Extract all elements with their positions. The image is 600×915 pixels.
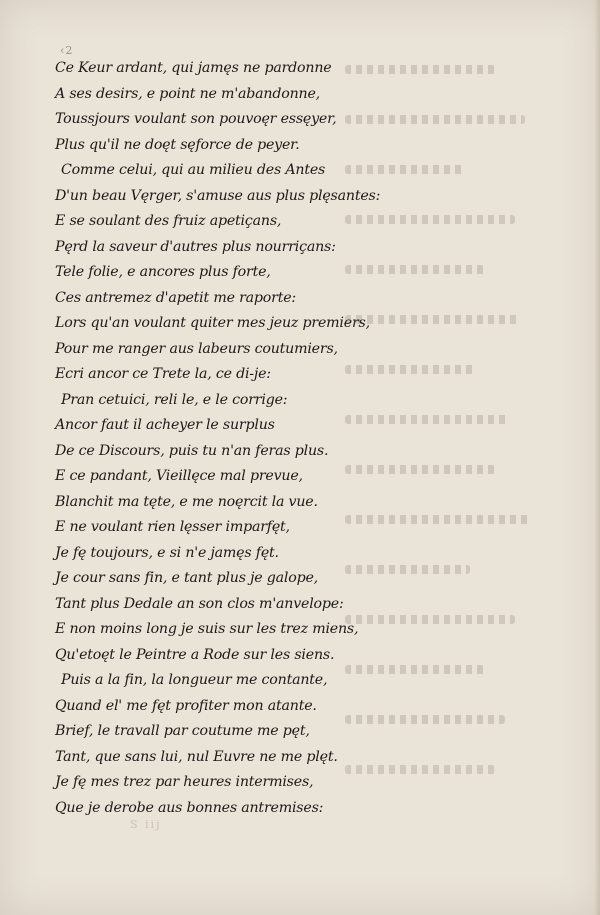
verse-line: Pęrd la saveur d'autres plus nourriçans: [55, 238, 336, 255]
verse-line: Qu'etoęt le Peintre a Rode sur les siens. [55, 646, 335, 663]
page-edge-shadow [594, 0, 600, 915]
verse-block [55, 56, 385, 821]
verse-line: De ce Discours, puis tu n'an feras plus. [55, 442, 329, 459]
verse-line: Ancor faut il acheyer le surplus [55, 417, 275, 433]
verse-line: E non moins long je suis sur les trez miens, [55, 621, 359, 637]
verse-line: Lors qu'an voulant quiter mes jeuz premiers, [55, 315, 370, 331]
verse-line: Quand el' me fęt profiter mon atante. [55, 697, 317, 714]
verse-line: Comme celui, qui au milieu des Antes [61, 162, 326, 178]
corner-mark: ‹2 [60, 44, 74, 57]
verse-line: Tant plus Dedale an son clos m'anvelope: [55, 595, 344, 612]
verse-line: Ecri ancor ce Trete la, ce di-je: [55, 366, 271, 382]
verse-line: Blanchit ma tęte, e me noęrcit la vue. [55, 493, 318, 510]
verse-line: E se soulant des fruiz apetiçans, [55, 213, 282, 229]
verse-line: Toussjours voulant son pouvoęr essęyer, [55, 111, 337, 127]
verse-line: Je fę mes trez par heures intermises, [55, 774, 314, 790]
folio-mark: S iij [130, 818, 162, 831]
verse-line: Puis a la fin, la longueur me contante, [61, 672, 328, 688]
verse-line: Que je derobe aus bonnes antremises: [55, 799, 324, 816]
verse-line: Je cour sans fin, e tant plus je galope, [55, 570, 318, 586]
verse-line: Ce Keur ardant, qui jamęs ne pardonne [55, 60, 332, 76]
verse-line: Tele folie, e ancores plus forte, [55, 264, 271, 280]
verse-line: E ne voulant rien lęsser imparfęt, [55, 519, 290, 535]
verse-line: Pour me ranger aus labeurs coutumiers, [55, 340, 338, 357]
verse-line: Je fę toujours, e si n'e jamęs fęt. [55, 544, 279, 561]
verse-line: Pran cetuici, reli le, e le corrige: [61, 391, 288, 408]
verse-line: A ses desirs, e point ne m'abandonne, [55, 85, 320, 102]
verse-line: Tant, que sans lui, nul Euvre ne me plęt. [55, 748, 338, 765]
verse-line: Plus qu'il ne doęt sęforce de peyer. [55, 136, 300, 153]
verse-line: E ce pandant, Vieillęce mal prevue, [55, 468, 303, 484]
verse-line: D'un beau Vęrger, s'amuse aus plus plęsantes: [55, 187, 381, 204]
verse-line: Ces antremez d'apetit me raporte: [55, 289, 297, 306]
verse-line: Brief, le travall par coutume me pęt, [55, 723, 310, 739]
